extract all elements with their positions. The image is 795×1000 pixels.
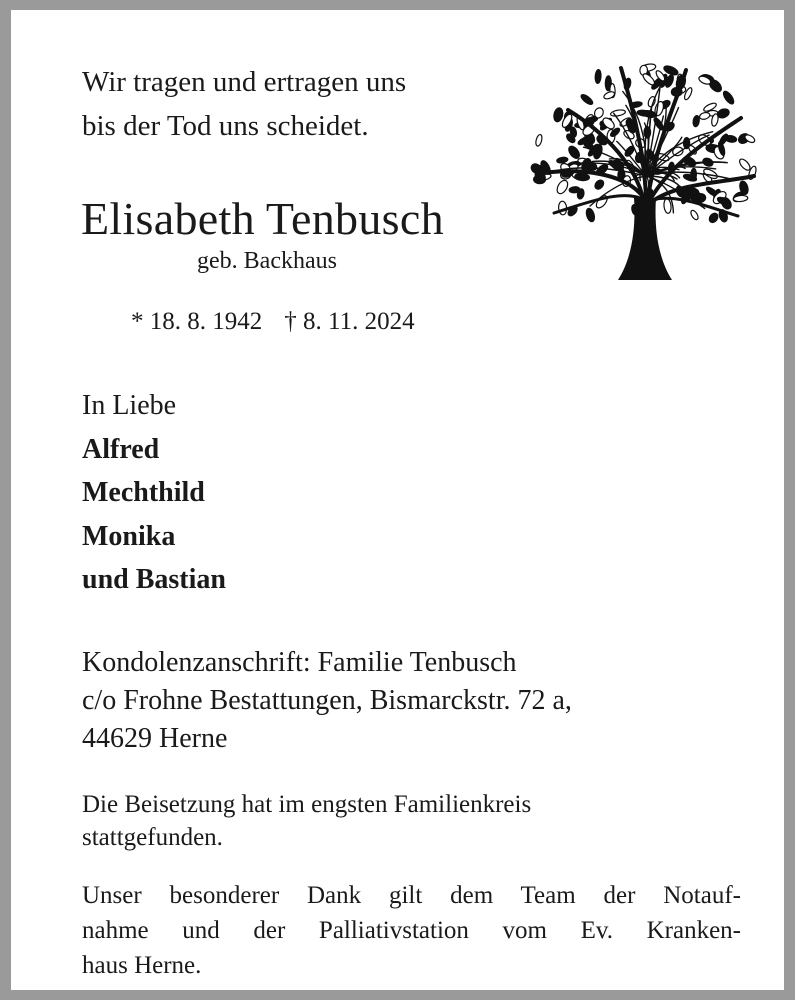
deceased-name: Elisabeth Tenbusch [81,193,444,244]
mourner-name: Alfred [82,434,160,465]
motto-line-1: Wir tragen und ertragen uns [82,66,407,98]
thanks-notice [82,878,741,983]
birth-date: * 18. 8. 1942 [131,308,263,335]
death-date: † 8. 11. 2024 [284,308,415,335]
burial-line-1: Die Beisetzung hat im engsten Familienkreis [82,791,532,818]
motto-line-2: bis der Tod uns scheidet. [82,110,369,142]
condolence-line-3: 44629 Herne [82,723,228,754]
condolence-address [82,644,572,758]
obituary-card [11,10,784,990]
birth-name: geb. Backhaus [197,248,337,274]
motto [82,60,406,148]
tree-of-life-icon [526,48,766,288]
mourner-name: und Bastian [82,564,226,595]
thanks-line-2: nahme und der Palliativstation vom Ev. Kranken- [82,917,741,944]
condolence-line-1: Kondolenzanschrift: Familie Tenbusch [82,647,517,678]
life-dates [131,308,415,336]
burial-notice [82,788,531,854]
mourner-name: Monika [82,521,176,552]
thanks-line-1: Unser besonderer Dank gilt dem Team der Notauf- [82,882,741,909]
condolence-line-2: c/o Frohne Bestattungen, Bismarckstr. 72 a, [82,685,572,716]
burial-line-2: stattgefunden. [82,824,223,851]
thanks-line-3: haus Herne. [82,952,202,979]
mourner-name: Mechthild [82,477,205,508]
mourners-intro: In Liebe [82,390,177,421]
